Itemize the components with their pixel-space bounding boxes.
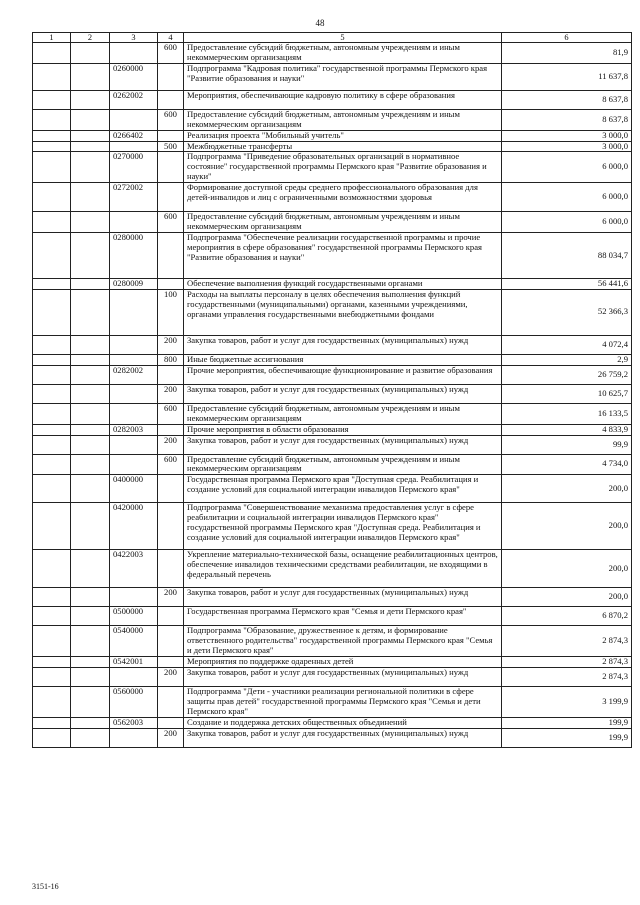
table-row — [33, 109, 632, 130]
empty-cell — [71, 728, 110, 747]
empty-cell — [33, 354, 71, 365]
amount-cell: 200,0 — [502, 550, 632, 588]
table-row — [33, 141, 632, 152]
description-cell: Реализация проекта "Мобильный учитель" — [184, 130, 502, 141]
empty-cell — [71, 626, 110, 657]
amount-cell: 52 366,3 — [502, 289, 632, 335]
empty-cell — [33, 503, 71, 550]
amount-cell: 88 034,7 — [502, 232, 632, 278]
empty-cell — [33, 212, 71, 233]
description-cell: Формирование доступной среды среднего профессионального образования для детей-инвалидов и лиц с ограниченными возможностями здоровья — [184, 183, 502, 212]
amount-cell: 3 000,0 — [502, 141, 632, 152]
expense-type-cell — [158, 686, 184, 717]
expense-type-cell — [158, 607, 184, 626]
empty-cell — [71, 335, 110, 354]
code-cell — [110, 384, 158, 403]
empty-cell — [71, 607, 110, 626]
amount-cell: 200,0 — [502, 503, 632, 550]
code-cell: 0540000 — [110, 626, 158, 657]
amount-cell: 200,0 — [502, 588, 632, 607]
amount-cell: 56 441,6 — [502, 278, 632, 289]
table-row — [33, 607, 632, 626]
description-cell: Иные бюджетные ассигнования — [184, 354, 502, 365]
empty-cell — [71, 109, 110, 130]
empty-cell — [71, 212, 110, 233]
description-cell: Расходы на выплаты персоналу в целях обеспечения выполнения функций государственными (муниципальными) органами, казенными учреждениями, органами управления государственными внебюджетными фондами — [184, 289, 502, 335]
empty-cell — [71, 454, 110, 475]
table-row — [33, 130, 632, 141]
table-row — [33, 728, 632, 747]
description-cell: Закупка товаров, работ и услуг для государственных (муниципальных) нужд — [184, 728, 502, 747]
expense-type-cell — [158, 475, 184, 503]
code-cell — [110, 435, 158, 454]
empty-cell — [71, 435, 110, 454]
code-cell: 0280000 — [110, 232, 158, 278]
code-cell: 0282003 — [110, 424, 158, 435]
description-cell: Подпрограмма "Приведение образовательных организаций в нормативное состояние" государственной программы Пермского края "Развитие образования и науки" — [184, 152, 502, 183]
description-cell: Закупка товаров, работ и услуг для государственных (муниципальных) нужд — [184, 335, 502, 354]
table-row — [33, 289, 632, 335]
table-row — [33, 550, 632, 588]
code-cell — [110, 141, 158, 152]
empty-cell — [33, 588, 71, 607]
amount-cell: 2 874,3 — [502, 667, 632, 686]
amount-cell: 6 000,0 — [502, 152, 632, 183]
table-row — [33, 435, 632, 454]
amount-cell: 4 072,4 — [502, 335, 632, 354]
empty-cell — [33, 435, 71, 454]
expense-type-cell — [158, 424, 184, 435]
code-cell — [110, 588, 158, 607]
expense-type-cell: 100 — [158, 289, 184, 335]
amount-cell: 6 000,0 — [502, 183, 632, 212]
expense-type-cell: 200 — [158, 384, 184, 403]
expense-type-cell — [158, 717, 184, 728]
empty-cell — [33, 141, 71, 152]
empty-cell — [33, 424, 71, 435]
empty-cell — [71, 141, 110, 152]
table-row — [33, 90, 632, 109]
header-cell: 5 — [184, 33, 502, 43]
empty-cell — [33, 335, 71, 354]
empty-cell — [71, 403, 110, 424]
expense-type-cell — [158, 503, 184, 550]
empty-cell — [33, 607, 71, 626]
empty-cell — [71, 588, 110, 607]
code-cell — [110, 667, 158, 686]
description-cell: Мероприятия, обеспечивающие кадровую политику в сфере образования — [184, 90, 502, 109]
page-number: 48 — [315, 18, 325, 28]
amount-cell: 6 000,0 — [502, 212, 632, 233]
table-row — [33, 503, 632, 550]
empty-cell — [33, 384, 71, 403]
empty-cell — [71, 289, 110, 335]
expense-type-cell — [158, 365, 184, 384]
table-row — [33, 403, 632, 424]
amount-cell: 200,0 — [502, 475, 632, 503]
amount-cell: 26 759,2 — [502, 365, 632, 384]
amount-cell: 8 637,8 — [502, 109, 632, 130]
description-cell: Подпрограмма "Образование, дружественное к детям, и формирование ответственного родительства" государственной программы Пермского края "Семья и дети Пермского края" — [184, 626, 502, 657]
description-cell: Закупка товаров, работ и услуг для государственных (муниципальных) нужд — [184, 667, 502, 686]
empty-cell — [33, 686, 71, 717]
empty-cell — [71, 686, 110, 717]
table-row — [33, 335, 632, 354]
amount-cell: 3 199,9 — [502, 686, 632, 717]
empty-cell — [33, 232, 71, 278]
code-cell: 0262002 — [110, 90, 158, 109]
description-cell: Закупка товаров, работ и услуг для государственных (муниципальных) нужд — [184, 435, 502, 454]
description-cell: Предоставление субсидий бюджетным, автономным учреждениям и иным некоммерческим организациям — [184, 43, 502, 64]
expense-type-cell: 600 — [158, 454, 184, 475]
code-cell — [110, 335, 158, 354]
description-cell: Предоставление субсидий бюджетным, автономным учреждениям и иным некоммерческим организациям — [184, 212, 502, 233]
expense-type-cell: 200 — [158, 728, 184, 747]
empty-cell — [71, 717, 110, 728]
table-row — [33, 454, 632, 475]
header-cell: 6 — [502, 33, 632, 43]
table-row — [33, 424, 632, 435]
header-cell: 4 — [158, 33, 184, 43]
expense-type-cell — [158, 657, 184, 668]
empty-cell — [33, 365, 71, 384]
empty-cell — [71, 550, 110, 588]
amount-cell: 8 637,8 — [502, 90, 632, 109]
empty-cell — [33, 90, 71, 109]
code-cell: 0500000 — [110, 607, 158, 626]
empty-cell — [71, 183, 110, 212]
description-cell: Предоставление субсидий бюджетным, автономным учреждениям и иным некоммерческим организациям — [184, 403, 502, 424]
description-cell: Подпрограмма "Кадровая политика" государственной программы Пермского края "Развитие образования и науки" — [184, 63, 502, 90]
expense-type-cell — [158, 130, 184, 141]
table-row — [33, 667, 632, 686]
empty-cell — [71, 63, 110, 90]
empty-cell — [71, 43, 110, 64]
expense-type-cell — [158, 90, 184, 109]
expense-type-cell — [158, 63, 184, 90]
amount-cell: 4 734,0 — [502, 454, 632, 475]
code-cell — [110, 403, 158, 424]
amount-cell: 81,9 — [502, 43, 632, 64]
amount-cell: 4 833,9 — [502, 424, 632, 435]
code-cell: 0542001 — [110, 657, 158, 668]
description-cell: Государственная программа Пермского края "Семья и дети Пермского края" — [184, 607, 502, 626]
amount-cell: 99,9 — [502, 435, 632, 454]
document-code: 3151-16 — [32, 882, 59, 891]
code-cell — [110, 109, 158, 130]
code-cell: 0560000 — [110, 686, 158, 717]
empty-cell — [33, 657, 71, 668]
empty-cell — [33, 109, 71, 130]
code-cell: 0282002 — [110, 365, 158, 384]
table-row — [33, 212, 632, 233]
code-cell: 0422003 — [110, 550, 158, 588]
description-cell: Подпрограмма "Совершенствование механизма предоставления услуг в сфере реабилитации и социальной интеграции инвалидов Пермского края" государственной программы Пермского края "Доступная среда. Реабилитация и создание условий для социальной интеграции инвалидов Пермского края" — [184, 503, 502, 550]
empty-cell — [33, 475, 71, 503]
amount-cell: 2 874,3 — [502, 657, 632, 668]
code-cell — [110, 43, 158, 64]
empty-cell — [33, 550, 71, 588]
expense-type-cell: 200 — [158, 667, 184, 686]
empty-cell — [71, 232, 110, 278]
code-cell — [110, 289, 158, 335]
table-body — [33, 43, 632, 748]
empty-cell — [71, 657, 110, 668]
table-row — [33, 278, 632, 289]
expense-type-cell: 200 — [158, 588, 184, 607]
expense-type-cell: 600 — [158, 43, 184, 64]
description-cell: Обеспечение выполнения функций государственными органами — [184, 278, 502, 289]
empty-cell — [33, 717, 71, 728]
description-cell: Прочие мероприятия в области образования — [184, 424, 502, 435]
description-cell: Предоставление субсидий бюджетным, автономным учреждениям и иным некоммерческим организациям — [184, 109, 502, 130]
empty-cell — [33, 626, 71, 657]
code-cell — [110, 212, 158, 233]
table-row — [33, 183, 632, 212]
expense-type-cell — [158, 550, 184, 588]
empty-cell — [71, 130, 110, 141]
table-row — [33, 63, 632, 90]
amount-cell: 11 637,8 — [502, 63, 632, 90]
code-cell: 0272002 — [110, 183, 158, 212]
table-row — [33, 43, 632, 64]
header-row — [33, 33, 632, 43]
description-cell: Подпрограмма "Обеспечение реализации государственной программы и прочие мероприятия в сфере образования" государственной программы Пермского края "Развитие образования и науки" — [184, 232, 502, 278]
expense-type-cell: 200 — [158, 335, 184, 354]
description-cell: Закупка товаров, работ и услуг для государственных (муниципальных) нужд — [184, 588, 502, 607]
empty-cell — [71, 90, 110, 109]
empty-cell — [71, 503, 110, 550]
empty-cell — [33, 43, 71, 64]
code-cell — [110, 728, 158, 747]
amount-cell: 2 874,3 — [502, 626, 632, 657]
code-cell: 0420000 — [110, 503, 158, 550]
empty-cell — [33, 728, 71, 747]
empty-cell — [33, 454, 71, 475]
empty-cell — [71, 475, 110, 503]
description-cell: Закупка товаров, работ и услуг для государственных (муниципальных) нужд — [184, 384, 502, 403]
empty-cell — [71, 365, 110, 384]
code-cell: 0562003 — [110, 717, 158, 728]
table-row — [33, 588, 632, 607]
code-cell: 0400000 — [110, 475, 158, 503]
description-cell: Предоставление субсидий бюджетным, автономным учреждениям и иным некоммерческим организациям — [184, 454, 502, 475]
code-cell: 0260000 — [110, 63, 158, 90]
amount-cell: 16 133,5 — [502, 403, 632, 424]
expense-type-cell — [158, 152, 184, 183]
expense-type-cell: 200 — [158, 435, 184, 454]
empty-cell — [71, 278, 110, 289]
expense-type-cell — [158, 626, 184, 657]
amount-cell: 2,9 — [502, 354, 632, 365]
expense-type-cell — [158, 232, 184, 278]
empty-cell — [71, 384, 110, 403]
amount-cell: 3 000,0 — [502, 130, 632, 141]
table-row — [33, 717, 632, 728]
table-row — [33, 686, 632, 717]
code-cell — [110, 354, 158, 365]
description-cell: Прочие мероприятия, обеспечивающие функционирование и развитие образования — [184, 365, 502, 384]
table-row — [33, 232, 632, 278]
description-cell: Межбюджетные трансферты — [184, 141, 502, 152]
amount-cell: 199,9 — [502, 717, 632, 728]
description-cell: Мероприятия по поддержке одаренных детей — [184, 657, 502, 668]
empty-cell — [33, 289, 71, 335]
table-row — [33, 475, 632, 503]
empty-cell — [33, 63, 71, 90]
table-row — [33, 626, 632, 657]
expense-type-cell: 500 — [158, 141, 184, 152]
table-row — [33, 354, 632, 365]
amount-cell: 10 625,7 — [502, 384, 632, 403]
empty-cell — [71, 424, 110, 435]
empty-cell — [33, 130, 71, 141]
table-row — [33, 365, 632, 384]
table-row — [33, 657, 632, 668]
expense-type-cell — [158, 278, 184, 289]
empty-cell — [33, 667, 71, 686]
description-cell: Создание и поддержка детских общественных объединений — [184, 717, 502, 728]
empty-cell — [71, 152, 110, 183]
description-cell: Укрепление материально-технической базы, оснащение реабилитационных центров, обеспечение инвалидов техническими средствами реабилитации, не входящими в федеральный перечень — [184, 550, 502, 588]
header-cell: 1 — [33, 33, 71, 43]
empty-cell — [71, 354, 110, 365]
expense-type-cell: 600 — [158, 109, 184, 130]
code-cell: 0266402 — [110, 130, 158, 141]
description-cell: Подпрограмма "Дети - участники реализации региональной политики в сфере защиты прав детей" государственной программы Пермского края "Семья и дети Пермского края" — [184, 686, 502, 717]
header-cell: 2 — [71, 33, 110, 43]
table-row — [33, 152, 632, 183]
budget-table — [32, 32, 632, 748]
empty-cell — [33, 403, 71, 424]
expense-type-cell: 600 — [158, 212, 184, 233]
expense-type-cell: 800 — [158, 354, 184, 365]
header-cell: 3 — [110, 33, 158, 43]
expense-type-cell — [158, 183, 184, 212]
expense-type-cell: 600 — [158, 403, 184, 424]
empty-cell — [33, 152, 71, 183]
table-row — [33, 384, 632, 403]
empty-cell — [33, 183, 71, 212]
amount-cell: 199,9 — [502, 728, 632, 747]
code-cell: 0280009 — [110, 278, 158, 289]
description-cell: Государственная программа Пермского края "Доступная среда. Реабилитация и создание условий для социальной интеграции инвалидов Пермского края" — [184, 475, 502, 503]
amount-cell: 6 870,2 — [502, 607, 632, 626]
code-cell — [110, 454, 158, 475]
empty-cell — [71, 667, 110, 686]
code-cell: 0270000 — [110, 152, 158, 183]
empty-cell — [33, 278, 71, 289]
